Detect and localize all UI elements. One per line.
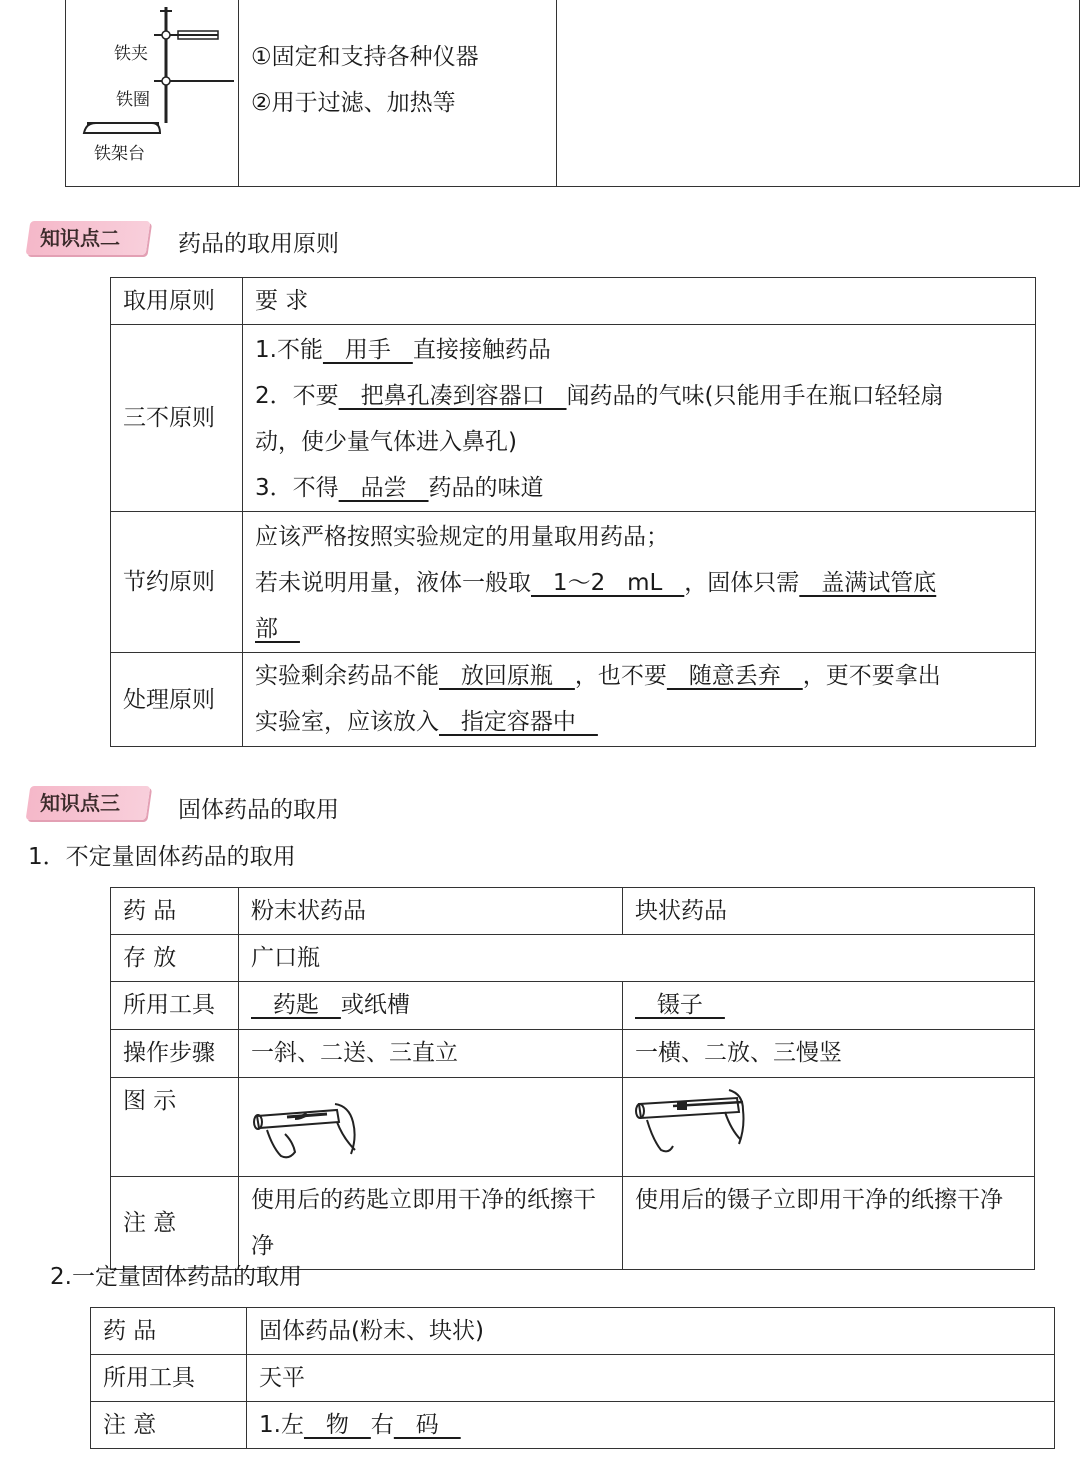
dispose-line2: 实验室，应该放入 指定容器中: [255, 709, 598, 735]
t1-figure-label: 图 示: [111, 1078, 239, 1177]
t1-steps-block: 一横、二放、三慢竖: [623, 1030, 1035, 1078]
solid-definite-table: [90, 1307, 1055, 1449]
t1-tool-block: 镊子: [623, 982, 1035, 1030]
save-line3: 部: [255, 616, 300, 642]
t2-note-value: 1.左 物 右 码: [247, 1402, 1055, 1449]
iron-stand-illustration: [66, 0, 238, 180]
save-label: 节约原则: [111, 512, 243, 653]
iron-stand-uses-cell: [239, 0, 557, 187]
t1-steps-powder: 一斜、二送、三直立: [239, 1030, 623, 1078]
three-no-line4: 3．不得 品尝 药品的味道: [255, 475, 544, 501]
t1-drug-label: 药 品: [111, 888, 239, 935]
three-no-line1: 1.不能 用手 直接接触药品: [255, 337, 551, 363]
three-no-content: [243, 325, 1036, 512]
t1-drug-powder: 粉末状药品: [239, 888, 623, 935]
iron-stand-table: [65, 0, 1080, 187]
clamp-label: 铁夹: [114, 44, 148, 64]
block-transfer-illustration: [633, 1082, 763, 1166]
t1-tool-powder: 药匙 或纸槽: [239, 982, 623, 1030]
dispose-line1: 实验剩余药品不能 放回原瓶 ，也不要 随意丢弃 ，更不要拿出: [255, 663, 941, 689]
three-no-line3: 动，使少量气体进入鼻孔): [255, 429, 517, 455]
t2-tool-value: 天平: [247, 1355, 1055, 1402]
section2-title: 药品的取用原则: [178, 231, 339, 257]
t1-note-powder: 使用后的药匙立即用干净的纸擦干净: [239, 1177, 623, 1270]
t2-note-label: 注 意: [91, 1402, 247, 1449]
three-no-label: 三不原则: [111, 325, 243, 512]
use-2: ②用于过滤、加热等: [251, 90, 456, 116]
t2-drug-value: 固体药品(粉末、块状): [247, 1308, 1055, 1355]
stand-label: 铁架台: [94, 144, 145, 164]
save-line1: 应该严格按照实验规定的用量取用药品；: [255, 524, 669, 550]
section3-title: 固体药品的取用: [178, 797, 339, 823]
t1-drug-block: 块状药品: [623, 888, 1035, 935]
t1-steps-label: 操作步骤: [111, 1030, 239, 1078]
t1-store-value: 广口瓶: [239, 935, 1035, 982]
section3-badge: 知识点三: [26, 786, 151, 820]
t1-note-label: 注 意: [111, 1177, 239, 1270]
t1-figure-powder: [239, 1078, 623, 1177]
dispose-content: [243, 653, 1036, 747]
t1-note-block: 使用后的镊子立即用干净的纸擦干净: [623, 1177, 1035, 1270]
t1-store-label: 存 放: [111, 935, 239, 982]
use-1: ①固定和支持各种仪器: [251, 44, 479, 70]
t1-figure-block: [623, 1078, 1035, 1177]
save-line2: 若未说明用量，液体一般取 1～2 mL ，固体只需 盖满试管底: [255, 570, 937, 596]
t2-drug-label: 药 品: [91, 1308, 247, 1355]
principles-table: [110, 277, 1036, 747]
t2-tool-label: 所用工具: [91, 1355, 247, 1402]
t1-tool-label: 所用工具: [111, 982, 239, 1030]
subheading-1: 1．不定量固体药品的取用: [28, 844, 296, 870]
ring-label: 铁圈: [116, 90, 150, 110]
header-principle: 取用原则: [111, 278, 243, 325]
section2-badge: 知识点二: [26, 221, 151, 255]
subheading-2: 2.一定量固体药品的取用: [50, 1264, 302, 1290]
save-content: [243, 512, 1036, 653]
iron-stand-notes-cell: [557, 0, 1080, 187]
three-no-line2: 2．不要 把鼻孔凑到容器口 闻药品的气味(只能用手在瓶口轻轻扇: [255, 383, 944, 409]
header-requirement: 要 求: [243, 278, 1036, 325]
dispose-label: 处理原则: [111, 653, 243, 747]
powder-transfer-illustration: [247, 1086, 377, 1170]
solid-indefinite-table: [110, 887, 1035, 1270]
iron-stand-figure-cell: [66, 0, 239, 187]
